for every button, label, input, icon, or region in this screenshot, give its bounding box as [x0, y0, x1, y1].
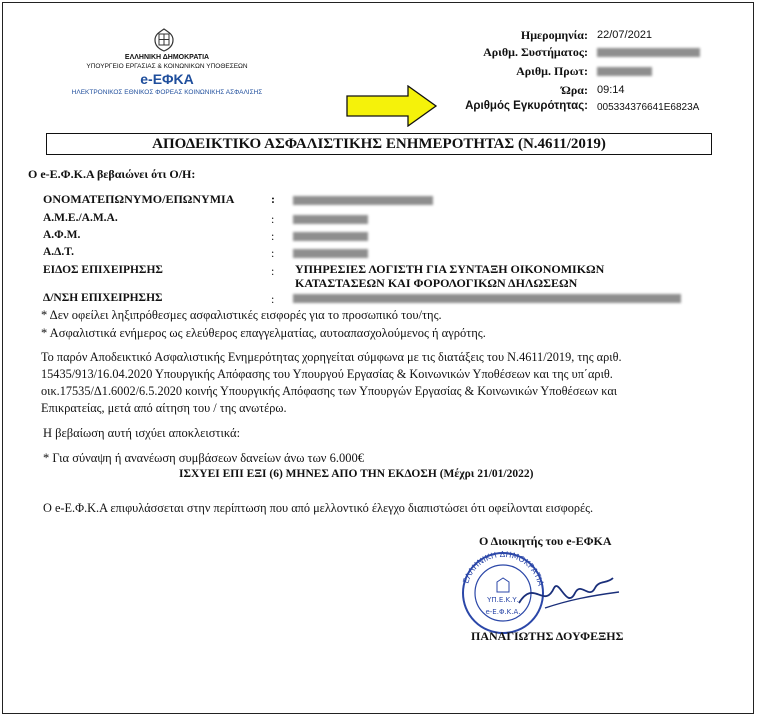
validity-duration-text: ΙΣΧΥΕΙ ΕΠΙ ΕΞΙ (6) ΜΗΝΕΣ ΑΠΟ ΤΗΝ ΕΚΔΟΣΗ	[179, 468, 437, 480]
stamp-ring-text: ΕΛΛΗΝΙΚΗ ΔΗΜΟΚΡΑΤΙΑ	[461, 549, 546, 587]
signatory-name: ΠΑΝΑΓΙΩΤΗΣ ΔΟΥΦΕΞΗΣ	[471, 629, 624, 643]
name-label: ΟΝΟΜΑΤΕΠΩΝΥΜΟ/ΕΠΩΝΥΜΙΑ	[43, 192, 235, 206]
time-label: Ώρα:	[561, 83, 588, 97]
date-label: Ημερομηνία:	[520, 28, 588, 42]
validation-value: 005334376641E6823A	[597, 102, 700, 113]
document-title: ΑΠΟΔΕΙΚΤΙΚΟ ΑΣΦΑΛΙΣΤΙΚΗΣ ΕΝΗΜΕΡΟΤΗΤΑΣ (Ν.4611/2019)	[46, 133, 712, 155]
legal-paragraph-line1: Το παρόν Αποδεικτικό Ασφαλιστικής Ενημερότητας χορηγείται σύμφωνα με τις διατάξεις του Ν.4611/2019, της αριθ.	[41, 350, 622, 364]
adt-colon: :	[271, 246, 275, 260]
ministry-name: ΥΠΟΥΡΓΕΙΟ ΕΡΓΑΣΙΑΣ & ΚΟΙΝΩΝΙΚΩΝ ΥΠΟΘΕΣΕΩΝ	[86, 63, 248, 70]
legal-paragraph-line3: οικ.17535/Δ1.6002/6.5.2020 κοινής Υπουργικής Απόφασης των Υπουργών Εργασίας & Κοινωνικών Υποθέσεων και	[41, 384, 618, 398]
greek-emblem-icon	[153, 28, 175, 52]
business-type-line1: ΥΠΗΡΕΣΙΕΣ ΛΟΓΙΣΤΗ ΓΙΑ ΣΥΝΤΑΞΗ ΟΙΚΟΝΟΜΙΚΩΝ	[295, 262, 605, 276]
certificate-page	[2, 2, 754, 714]
handwritten-signature-icon	[519, 578, 613, 603]
afm-label: Α.Φ.Μ.	[43, 229, 81, 241]
agency-logo-text: e-ΕΦΚΑ	[140, 71, 194, 87]
afm-redacted	[293, 232, 368, 241]
ame-colon: :	[271, 212, 275, 226]
business-type-line2: ΚΑΤΑΣΤΑΣΕΩΝ ΚΑΙ ΦΟΡΟΛΟΓΙΚΩΝ ΔΗΛΩΣΕΩΝ	[295, 276, 578, 290]
protocol-redacted	[597, 67, 652, 76]
ame-redacted	[293, 215, 368, 224]
business-type-label: ΕΙΔΟΣ ΕΠΙΧΕΙΡΗΣΗΣ	[43, 264, 163, 276]
name-colon: :	[271, 192, 275, 206]
address-redacted	[293, 294, 681, 303]
name-redacted	[293, 196, 433, 205]
validity-purpose: * Για σύναψη ή ανανέωση συμβάσεων δανείων άνω των 6.000€	[43, 451, 364, 465]
system-number-label: Αριθμ. Συστήματος:	[483, 45, 588, 59]
note-insured: * Ασφαλιστικά ενήμερος ως ελεύθερος επαγγελματίας, αυτοαπασχολούμενος ή αγρότης.	[41, 326, 486, 340]
intro-text: Ο e-Ε.Φ.Κ.Α βεβαιώνει ότι Ο/Η:	[28, 167, 196, 181]
country-name: ΕΛΛΗΝΙΚΗ ΔΗΜΟΚΡΑΤΙΑ	[124, 54, 210, 61]
note-no-debts: * Δεν οφείλει ληξιπρόθεσμες ασφαλιστικές εισφορές για το προσωπικό του/της.	[41, 308, 442, 322]
reservation-text: Ο e-Ε.Φ.Κ.Α επιφυλάσσεται στην περίπτωση που από μελλοντικό έλεγχο διαπιστώσει ότι οφείλονται εισφορές.	[43, 501, 594, 515]
protocol-label: Αριθμ. Πρωτ:	[516, 64, 588, 78]
adt-label: Α.Δ.Τ.	[43, 246, 74, 258]
date-value: 22/07/2021	[597, 29, 653, 41]
validity-exclusive: Η βεβαίωση αυτή ισχύει αποκλειστικά:	[43, 426, 241, 440]
official-stamp-icon	[449, 548, 629, 638]
business-colon: :	[271, 264, 275, 278]
validation-label: Αριθμός Εγκυρότητας:	[465, 100, 588, 112]
legal-paragraph-line2: 15435/913/16.04.2020 Υπουργικής Απόφασης του Υπουργού Εργασίας & Κοινωνικών Υποθέσεων και της υπ΄αριθ.	[41, 367, 613, 381]
signatory-role: Ο Διοικητής του e-ΕΦΚΑ	[479, 534, 612, 548]
stamp-bottom-text: e-Ε.Φ.Κ.Α.	[485, 608, 521, 616]
time-value: 09:14	[597, 84, 625, 96]
business-address-label: Δ/ΝΣΗ ΕΠΙΧΕΙΡΗΣΗΣ	[43, 292, 163, 304]
yellow-arrow-icon	[346, 85, 438, 127]
validity-duration	[179, 468, 533, 480]
validity-until-text: (Μέχρι 21/01/2022)	[439, 468, 534, 480]
afm-colon: :	[271, 229, 275, 243]
ame-label: Α.Μ.Ε./Α.Μ.Α.	[43, 212, 118, 224]
system-number-redacted	[597, 48, 700, 57]
adt-redacted	[293, 249, 368, 258]
address-colon: :	[271, 292, 275, 306]
stamp-center-text: ΥΠ.Ε.Κ.Υ.	[487, 596, 519, 604]
agency-full-name: ΗΛΕΚΤΡΟΝΙΚΟΣ ΕΘΝΙΚΟΣ ΦΟΡΕΑΣ ΚΟΙΝΩΝΙΚΗΣ ΑΣΦΑΛΙΣΗΣ	[71, 89, 263, 96]
legal-paragraph-line4: Επικρατείας, μετά από αίτηση του / της ανωτέρω.	[41, 401, 287, 415]
